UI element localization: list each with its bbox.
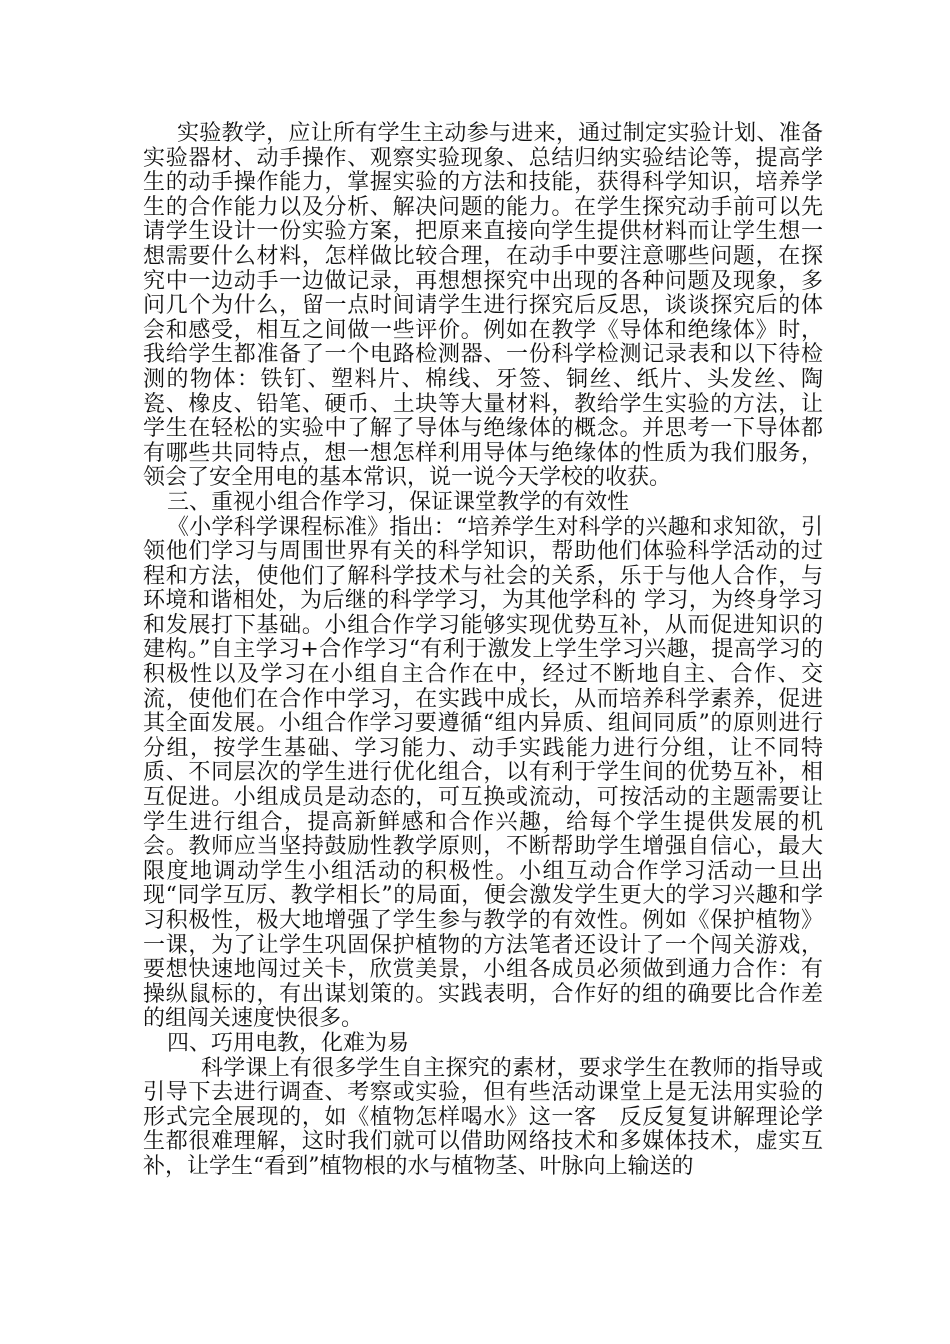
paragraph-experiment-teaching: 实验教学，应让所有学生主动参与进来，通过制定实验计划、准备实验器材、动手操作、观察实验现象、总结归纳实验结论等，提高学生的动手操作能力，掌握实验的方法和技能，获得科学知识，培养学生的合作能力以及分析、解决问题的能力。在学生探究动手前可以先请学生设计一份实验方案，把原来直接向学生提供材料而让学生想一想需要什么材料，怎样做比较合理，在动手中要注意哪些问题，在探究中一边动手一边做记录，再想想探究中出现的各种问题及现象，多问几个为什么，留一点时间请学生进行探究后反思，谈谈探究后的体会和感受，相互之间做一些评价。例如在教学《导体和绝缘体》时，我给学生都准备了一个电路检测器、一份科学检测记录表和以下待检测的物体：铁钉、塑料片、棉线、牙签、铜丝、纸片、头发丝、陶瓷、橡皮、铅笔、硬币、土块等大量材料，教给学生实验的方法，让学生在轻松的实验中了解了导体与绝缘体的概念。并思考一下导体都有哪些共同特点，想一想怎样利用导体与绝缘体的性质为我们服务，领会了安全用电的基本常识，说一说今天学校的收获。 xyxy=(143,121,823,491)
paragraph-multimedia: 科学课上有很多学生自主探究的素材，要求学生在教师的指导或引导下去进行调查、考察或实验，但有些活动课堂上是无法用实验的形式完全展现的，如《植物怎样喝水》这一客 反反复复讲解理论学生都很难理解，这时我们就可以借助网络技术和多媒体技术，虚实互补，让学生“看到”植物根的水与植物茎、叶脉向上输送的 xyxy=(143,1055,823,1179)
section-heading-3: 三、重视小组合作学习，保证课堂教学的有效性 xyxy=(167,489,630,515)
document-body xyxy=(143,122,823,1180)
section-heading-4: 四、巧用电教，化难为易 xyxy=(167,1030,410,1056)
paragraph-group-learning: 《小学科学课程标准》指出：“培养学生对科学的兴趣和求知欲，引领他们学习与周围世界有关的科学知识，帮助他们体验科学活动的过程和方法，使他们了解科学技术与社会的关系，乐于与他人合作，与环境和谐相处，为后继的科学学习，为其他学科的 学习，为终身学习和发展打下基础。小组合作学习能够实现优势互补，从而促进知识的建构。”自主学习+合作学习“有利于激发上学生学习兴趣，提高学习的积极性以及学习在小组自主合作在中，经过不断地自主、合作、交流，使他们在合作中学习，在实践中成长，从而培养科学素养，促进其全面发展。小组合作学习要遵循“组内异质、组间同质”的原则进行分组，按学生基础、学习能力、动手实践能力进行分组，让不同特质、不同层次的学生进行优化组合，以有利于学生间的优势互补，相互促进。小组成员是动态的，可互换或流动，可按活动的主题需要让学生进行组合，提高新鲜感和合作兴趣，给每个学生提供发展的机会。教师应当坚持鼓励性教学原则，不断帮助学生增强自信心，最大限度地调动学生小组活动的积极性。小组互动合作学习活动一旦出现“同学互厉、教学相长”的局面，便会激发学生更大的学习兴趣和学习积极性，极大地增强了学生参与教学的有效性。例如《保护植物》一课，为了让学生巩固保护植物的方法笔者还设计了一个闯关游戏，要想快速地闯过关卡，欣赏美景，小组各成员必须做到通力合作：有操纵鼠标的，有出谋划策的。实践表明，合作好的组的确要比合作差的组闯关速度快很多。 xyxy=(143,514,823,1032)
